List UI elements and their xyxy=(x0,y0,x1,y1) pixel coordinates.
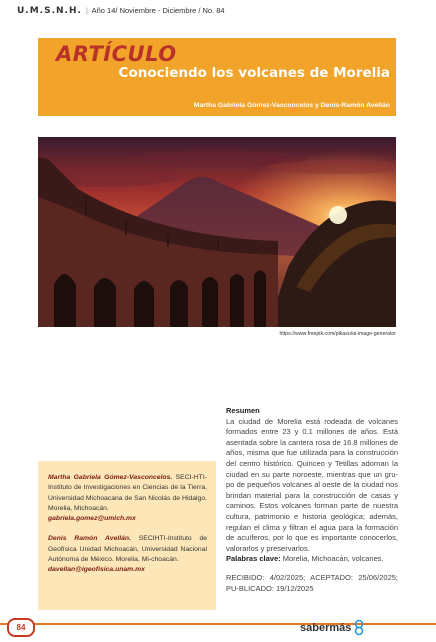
author-1-affiliation: SECI-HTI-Instituto de Investigaciones en Ciencias de la Tierra, Universidad Michoacana de San Nicolás de Hidalgo. Morelia, Michoacán. xyxy=(48,474,207,512)
keywords-list: Morelia, Michoacán, volcanes. xyxy=(280,554,384,564)
issue-info: Año 14/ Noviembre - Diciembre / No. 84 xyxy=(91,6,225,15)
sabermas-logo xyxy=(298,617,368,637)
publication-dates: RECIBIDO: 4/02/2025; ACEPTADO: 25/06/2025; PU-BLICADO: 19/12/2025 xyxy=(226,572,398,593)
footer-line xyxy=(0,623,436,625)
article-authors: Martha Gabriela Gómez-Vasconcelos y Denis-Ramón Avellán xyxy=(193,102,390,109)
authors-box xyxy=(38,461,216,610)
author-1-name: Martha Gabriela Gómez-Vasconcelos. xyxy=(48,474,173,481)
author-2-email[interactable]: davellan@igeofisica.unam.mx xyxy=(48,566,145,574)
author-2-name: Denis Ramón Avellán. xyxy=(48,535,131,543)
keywords xyxy=(226,554,398,565)
author-1-email[interactable]: gabriela.gomez@umich.mx xyxy=(48,515,136,523)
author-2-info xyxy=(48,534,207,575)
running-header xyxy=(17,6,225,16)
magazine-name: U.M.S.N.H. xyxy=(17,6,82,16)
author-2-affiliation: SECIHTI-Instituto de Geofísica Unidad Michoacán, Universidad Nacional Autónoma de México. Morelia, Mi-choacán. xyxy=(48,535,208,564)
abstract-body: La ciudad de Morelia está rodeada de volcanes formados entre 23 y 0.1 millones de años. Está asentada sobre la cantera rosa de 16.8 millones de años, misma que fue utilizada para la construcción del centro histórico. Quinceo y Tetillas adornan la ciudad en su parte noroeste, mientras que un gru-po de pequeños volcanes al oeste de la ciudad nos brindan material para la construcción de casas y caminos. Estos volcanes forman parte de nuestra cultura, patrimonio e historia geológica; además, regulan el clima y filtran el agua para la formación de acuíferos, por lo que es importante conocerlos, valorarlos y preservarlos. xyxy=(226,416,398,553)
hero-image xyxy=(38,137,396,327)
author-1-info xyxy=(48,473,207,524)
page-number: 84 xyxy=(7,618,35,637)
keywords-label: Palabras clave: xyxy=(226,554,281,564)
article-title: Conociendo los volcanes de Morelia xyxy=(118,65,390,81)
article-banner xyxy=(38,38,396,116)
abstract xyxy=(226,406,398,594)
section-label: ARTÍCULO xyxy=(56,42,177,66)
logo-wordmark: sabermás xyxy=(300,622,352,634)
abstract-heading: Resumen xyxy=(226,406,260,415)
image-credit: https://www.freepik.com/pikaso/ai-image-generator xyxy=(279,331,396,337)
header-separator: | xyxy=(86,6,88,15)
